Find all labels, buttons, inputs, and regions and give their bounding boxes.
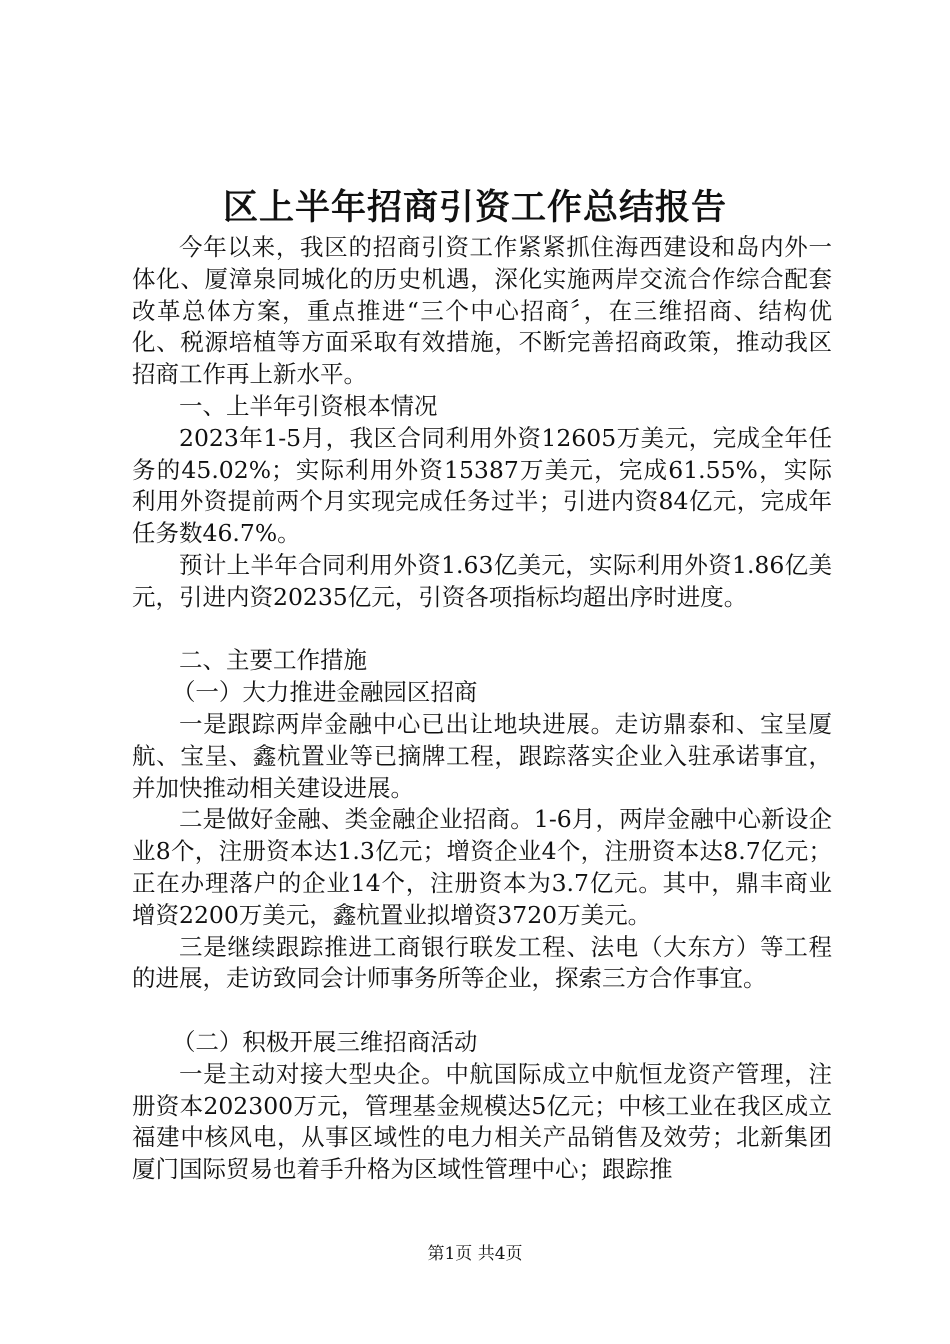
spacer bbox=[132, 614, 832, 646]
paragraph-forecast: 预计上半年合同利用外资1.63亿美元，实际利用外资1.86亿美元，引进内资20235亿元，引资各项指标均超出序时进度。 bbox=[132, 550, 832, 611]
paragraph-measure-2: 二是做好金融、类金融企业招商。1-6月，两岸金融中心新设企业8个，注册资本达1.3亿元；增资企业4个，注册资本达8.7亿元；正在办理落户的企业14个，注册资本为3.7亿元。其中，鼎丰商业增资2200万美元，鑫杭置业拟增资3720万美元。 bbox=[132, 805, 832, 929]
document-title: 区上半年招商引资工作总结报告 bbox=[222, 187, 727, 228]
subsection-heading-2: （二）积极开展三维招商活动 bbox=[171, 1027, 478, 1056]
spacer bbox=[132, 995, 832, 1027]
page-number: 第1页 共4页 bbox=[427, 1244, 523, 1264]
section-heading-1: 一、上半年引资根本情况 bbox=[179, 391, 438, 420]
paragraph-stats: 2023年1-5月，我区合同利用外资12605万美元，完成全年任务的45.02%；实际利用外资15387万美元，完成61.55%，实际利用外资提前两个月实现完成任务过半；引进内资84亿元，完成年任务数46.7%。 bbox=[132, 423, 832, 548]
paragraph-measure-1: 一是跟踪两岸金融中心已出让地块进展。走访鼎泰和、宝呈厦航、宝呈、鑫杭置业等已摘牌工程，跟踪落实企业入驻承诺事宜，并加快推动相关建设进展。 bbox=[132, 709, 832, 802]
subsection-heading-1: （一）大力推进金融园区招商 bbox=[171, 678, 478, 707]
section-heading-2: 二、主要工作措施 bbox=[179, 646, 367, 675]
paragraph-measure-4: 一是主动对接大型央企。中航国际成立中航恒龙资产管理，注册资本202300万元，管理基金规模达5亿元；中核工业在我区成立福建中核风电，从事区域性的电力相关产品销售及效劳；北新集团厦门国际贸易也着手升格为区域性管理中心；跟踪推 bbox=[132, 1059, 832, 1184]
paragraph-intro: 今年以来，我区的招商引资工作紧紧抓住海西建设和岛内外一体化、厦漳泉同城化的历史机遇，深化实施两岸交流合作综合配套改革总体方案，重点推进“三个中心招商〞，在三维招商、结构优化、税源培植等方面采取有效措施，不断完善招商政策，推动我区招商工作再上新水平。 bbox=[132, 233, 832, 389]
document-body bbox=[132, 232, 832, 1186]
paragraph-measure-3: 三是继续跟踪推进工商银行联发工程、法电（大东方）等工程的进展，走访致同会计师事务所等企业，探索三方合作事宜。 bbox=[132, 932, 832, 993]
